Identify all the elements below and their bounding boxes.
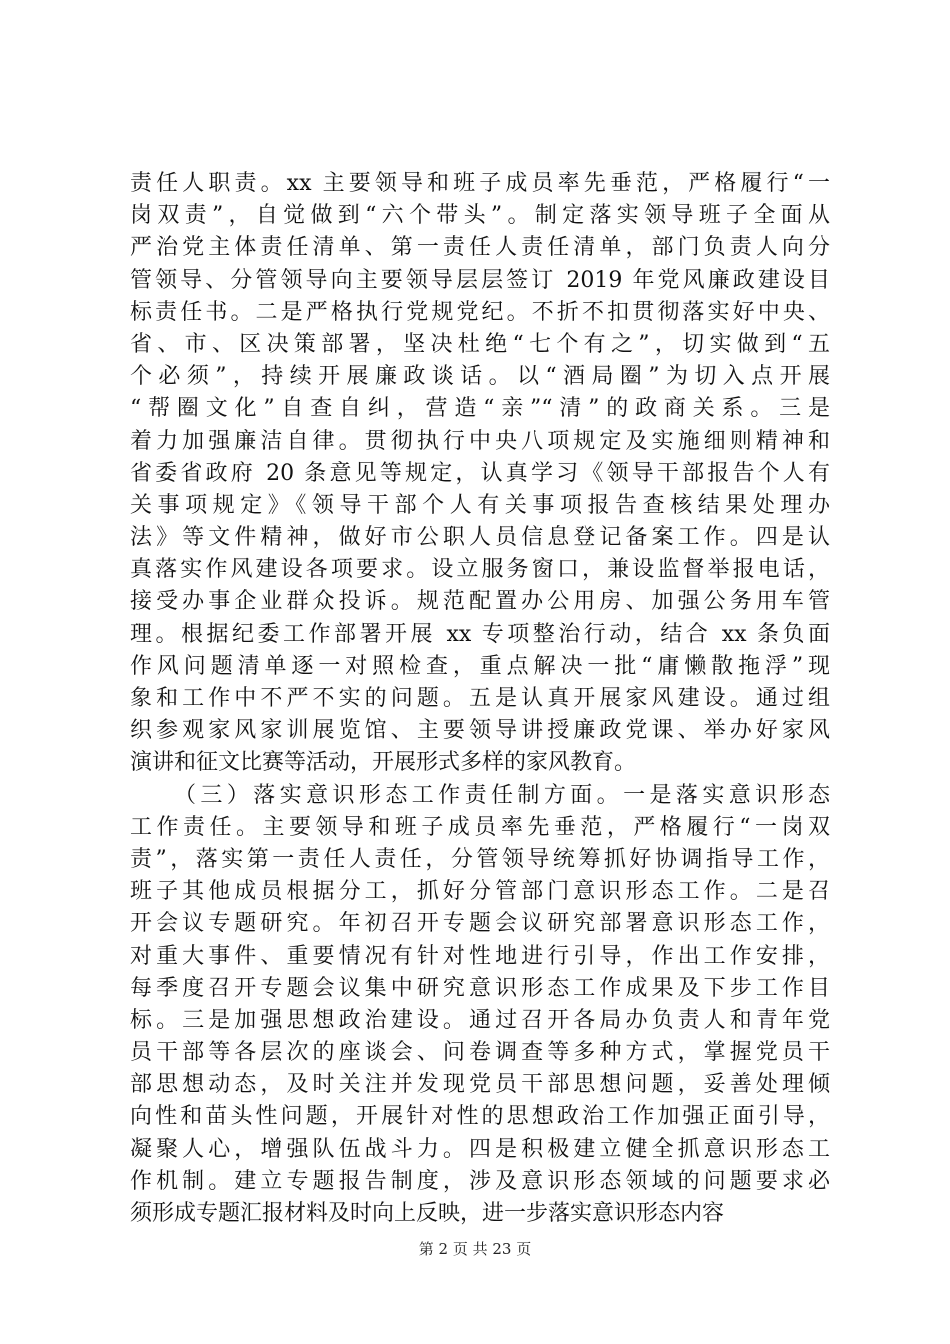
text-line: 严治党主体责任清单、第一责任人责任清单，部门负责人向分 (130, 235, 830, 261)
text-line: 须形成专题汇报材料及时向上反映，进一步落实意识形态内容 (130, 1201, 725, 1226)
text-line: 管领导、分管领导向主要领导层层签订 2019 年党风廉政建设目 (130, 267, 830, 293)
text-line: 织参观家风家训展览馆、主要领导讲授廉政党课、举办好家风 (130, 718, 830, 744)
text-line: 个必须”，持续开展廉政谈话。以“酒局圈”为切入点开展 (130, 364, 830, 390)
text-line: 省委省政府 20 条意见等规定，认真学习《领导干部报告个人有 (130, 460, 830, 486)
document-body (130, 168, 830, 1230)
text-line: 作风问题清单逐一对照检查，重点解决一批“庸懒散拖浮”现 (130, 653, 830, 679)
text-line: 象和工作中不严不实的问题。五是认真开展家风建设。通过组 (130, 686, 830, 711)
page-footer: 第 2 页 共 23 页 (418, 1240, 532, 1258)
text-line: 关事项规定》《领导干部个人有关事项报告查核结果处理办 (130, 492, 830, 518)
text-line: 每季度召开专题会议集中研究意识形态工作成果及下步工作目 (130, 975, 830, 1001)
text-line: 责任人职责。xx 主要领导和班子成员率先垂范，严格履行“一 (130, 171, 830, 196)
text-line: 对重大事件、重要情况有针对性地进行引导，作出工作安排， (130, 943, 830, 969)
text-line: 真落实作风建设各项要求。设立服务窗口，兼设监督举报电话， (130, 557, 830, 583)
text-line: 部思想动态，及时关注并发现党员干部思想问题，妥善处理倾 (130, 1072, 830, 1098)
text-line: 法》等文件精神，做好市公职人员信息登记备案工作。四是认 (130, 525, 830, 551)
text-line: “帮圈文化”自查自纠，营造“亲”“清”的政商关系。三是 (130, 396, 830, 422)
text-line: 员干部等各层次的座谈会、问卷调查等多种方式，掌握党员干 (130, 1040, 830, 1066)
text-line: 理。根据纪委工作部署开展 xx 专项整治行动，结合 xx 条负面 (130, 621, 830, 647)
text-line: 标。三是加强思想政治建设。通过召开各局办负责人和青年党 (130, 1007, 830, 1033)
text-line: 责”，落实第一责任人责任，分管领导统筹抓好协调指导工作， (130, 846, 830, 872)
text-line: 凝聚人心，增强队伍战斗力。四是积极建立健全抓意识形态工 (130, 1136, 830, 1162)
paragraph (130, 168, 830, 780)
text-line: 班子其他成员根据分工，抓好分管部门意识形态工作。二是召 (130, 879, 830, 905)
paragraph (130, 780, 830, 1231)
text-line: 作机制。建立专题报告制度，涉及意识形态领域的问题要求必 (130, 1168, 830, 1194)
text-line: 演讲和征文比赛等活动，开展形式多样的家风教育。 (130, 750, 637, 776)
text-line: （三）落实意识形态工作责任制方面。一是落实意识形态 (174, 782, 830, 808)
text-line: 接受办事企业群众投诉。规范配置办公用房、加强公务用车管 (130, 589, 830, 615)
text-line: 标责任书。二是严格执行党规党纪。不折不扣贯彻落实好中央、 (130, 299, 830, 325)
text-line: 向性和苗头性问题，开展针对性的思想政治工作加强正面引导， (130, 1104, 830, 1130)
text-line: 岗双责”，自觉做到“六个带头”。制定落实领导班子全面从 (130, 203, 830, 229)
text-line: 着力加强廉洁自律。贯彻执行中央八项规定及实施细则精神和 (130, 428, 830, 454)
text-line: 省、市、区决策部署，坚决杜绝“七个有之”，切实做到“五 (130, 331, 830, 357)
text-line: 工作责任。主要领导和班子成员率先垂范，严格履行“一岗双 (130, 814, 830, 840)
text-line: 开会议专题研究。年初召开专题会议研究部署意识形态工作， (130, 911, 830, 937)
